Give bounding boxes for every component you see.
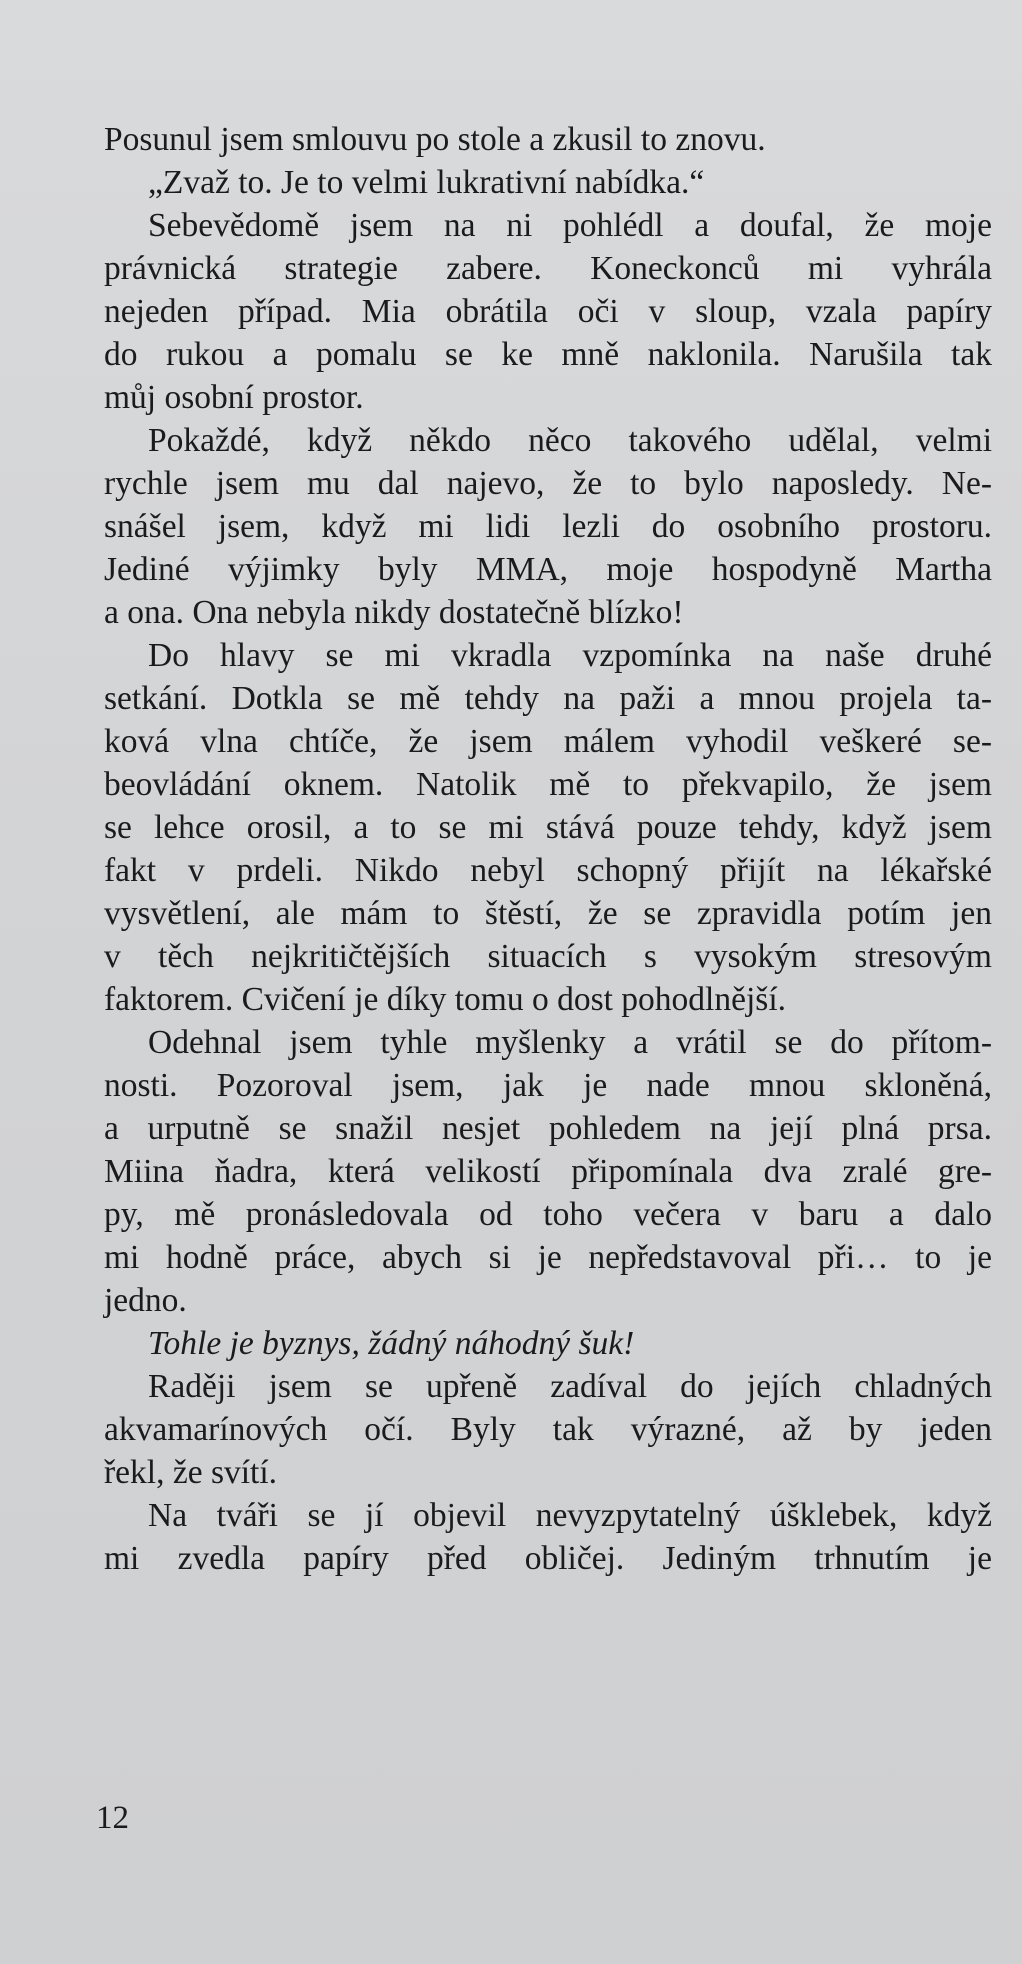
text-line: nejeden případ. Mia obrátila oči v sloup, vzala papíry (104, 293, 992, 330)
text-line: v těch nejkritičtějších situacích s vysokým stresovým (104, 938, 992, 975)
paragraph (104, 1365, 992, 1494)
text-line: py, mě pronásledovala od toho večera v baru a dalo (104, 1196, 992, 1233)
text-line: vysvětlení, ale mám to štěstí, že se zpravidla potím jen (104, 895, 992, 932)
text-line: a ona. Ona nebyla nikdy dostatečně blízko! (104, 594, 684, 631)
text-line: akvamarínových očí. Byly tak výrazné, až by jeden (104, 1411, 992, 1448)
text-line: Odehnal jsem tyhle myšlenky a vrátil se do přítom- (148, 1024, 992, 1061)
page-number: 12 (96, 1800, 129, 1836)
paragraph (104, 161, 992, 204)
text-line: Miina ňadra, která velikostí připomínala dva zralé gre- (104, 1153, 992, 1190)
text-line: snášel jsem, když mi lidi lezli do osobního prostoru. (104, 508, 992, 545)
italic-paragraph (104, 1322, 992, 1365)
paragraph (104, 204, 992, 419)
text-line: Jediné výjimky byly MMA, moje hospodyně Martha (104, 551, 992, 588)
text-line: fakt v prdeli. Nikdo nebyl schopný přijít na lékařské (104, 852, 992, 889)
text-line: se lehce orosil, a to se mi stává pouze tehdy, když jsem (104, 809, 992, 846)
text-line: „Zvaž to. Je to velmi lukrativní nabídka.“ (148, 164, 705, 201)
text-line: Do hlavy se mi vkradla vzpomínka na naše druhé (148, 637, 992, 674)
text-line: setkání. Dotkla se mě tehdy na paži a mnou projela ta- (104, 680, 992, 717)
paragraph (104, 118, 992, 161)
text-line: řekl, že svítí. (104, 1454, 278, 1491)
text-line: jedno. (104, 1282, 187, 1319)
text-line: rychle jsem mu dal najevo, že to bylo naposledy. Ne- (104, 465, 992, 502)
text-line: Sebevědomě jsem na ni pohlédl a doufal, že moje (148, 207, 992, 244)
text-line: Pokaždé, když někdo něco takového udělal, velmi (148, 422, 992, 459)
text-line: mi zvedla papíry před obličej. Jediným trhnutím je (104, 1540, 992, 1577)
paragraph (104, 1021, 992, 1322)
paragraph (104, 634, 992, 1021)
text-line: Posunul jsem smlouvu po stole a zkusil to znovu. (104, 121, 766, 158)
body-text (104, 118, 992, 1580)
text-line: Raději jsem se upřeně zadíval do jejích chladných (148, 1368, 992, 1405)
text-line: Tohle je byznys, žádný náhodný šuk! (148, 1325, 635, 1362)
text-line: do rukou a pomalu se ke mně naklonila. Narušila tak (104, 336, 992, 373)
text-line: ková vlna chtíče, že jsem málem vyhodil veškeré se- (104, 723, 992, 760)
text-line: právnická strategie zabere. Koneckonců mi vyhrála (104, 250, 992, 287)
text-line: a urputně se snažil nesjet pohledem na její plná prsa. (104, 1110, 992, 1147)
paragraph (104, 419, 992, 634)
text-line: nosti. Pozoroval jsem, jak je nade mnou skloněná, (104, 1067, 992, 1104)
text-line: faktorem. Cvičení je díky tomu o dost pohodlnější. (104, 981, 787, 1018)
text-line: mi hodně práce, abych si je nepředstavoval při… to je (104, 1239, 992, 1276)
text-line: Na tváři se jí objevil nevyzpytatelný úšklebek, když (148, 1497, 992, 1534)
text-line: beovládání oknem. Natolik mě to překvapilo, že jsem (104, 766, 992, 803)
paragraph (104, 1494, 992, 1580)
text-line: můj osobní prostor. (104, 379, 364, 416)
